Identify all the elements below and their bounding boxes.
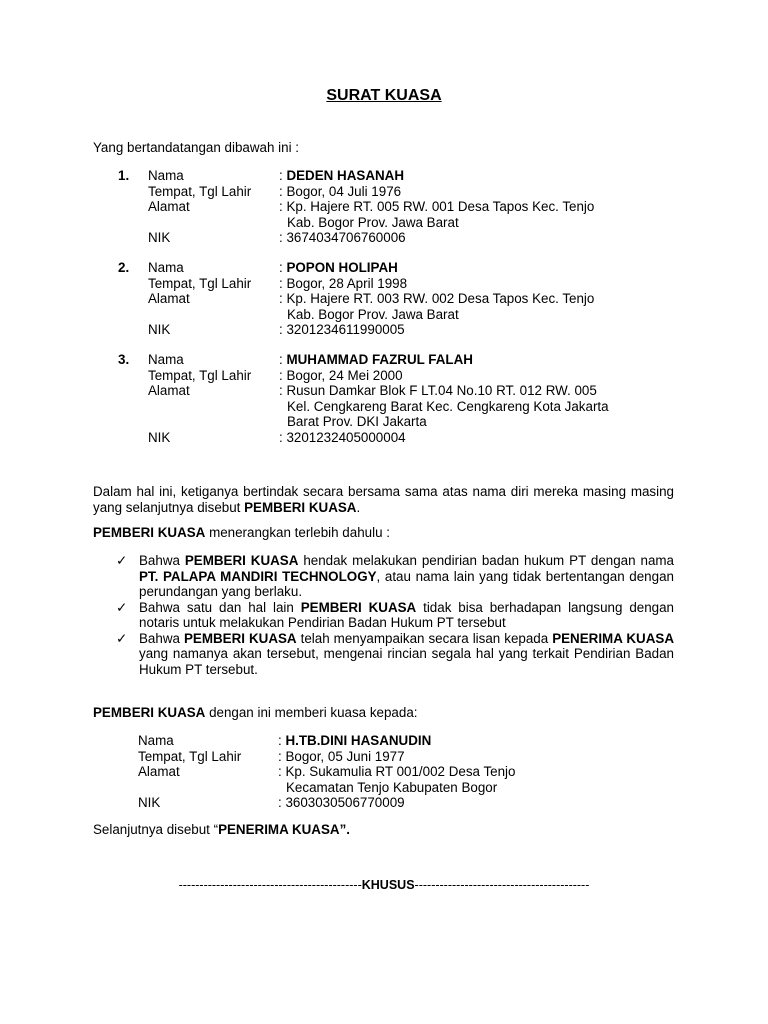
label-nama: Nama: [148, 352, 184, 367]
ttl-row: [118, 184, 658, 200]
nik-row: [118, 322, 658, 338]
check-segment: yang namanya akan tersebut, mengenai rincian segala hal yang terkait Pendirian Badan Hukum PT tersebut.: [139, 646, 674, 677]
grantor-nama: : POPON HOLIPAH: [279, 260, 398, 275]
receiver-alamat-1: : Kp. Sukamulia RT 001/002 Desa Tenjo: [278, 764, 516, 779]
label-nik: NIK: [148, 230, 171, 245]
nik-row: [118, 230, 658, 246]
check-segment: Bahwa: [139, 553, 185, 568]
alamat-row: [118, 215, 658, 231]
receiver-nik: : 3603030506770009: [278, 795, 405, 810]
label-alamat: Alamat: [148, 199, 190, 214]
check-bold: PT. PALAPA MANDIRI TECHNOLOGY: [139, 568, 377, 584]
receiver-nama-row: [108, 733, 648, 749]
label-nik: NIK: [148, 322, 171, 337]
check-icon: ✓: [116, 630, 128, 646]
grantor-ttl: : Bogor, 28 April 1998: [279, 275, 408, 291]
check-segment: telah menyampaikan secara lisan kepada: [296, 630, 553, 646]
label-ttl: Tempat, Tgl Lahir: [138, 748, 242, 764]
check-text: [139, 553, 674, 600]
khusus-label: KHUSUS: [361, 878, 415, 892]
closing-plain: Selanjutnya disebut “: [93, 822, 219, 837]
ttl-row: [118, 276, 658, 292]
alamat-row: [118, 199, 658, 215]
statement-bold: PEMBERI KUASA: [244, 499, 357, 515]
receiver-nik-row: [108, 795, 648, 811]
grantor-item: [118, 352, 658, 445]
check-segment: tidak bisa berhadapan langsung dengan notaris untuk melakukan Pendirian Badan Hukum PT tersebut: [139, 599, 675, 630]
grantor-nama-value: DEDEN HASANAH: [286, 168, 405, 183]
check-item: [116, 600, 674, 631]
label-alamat: Alamat: [148, 383, 190, 398]
check-segment: hendak melakukan pendirian badan hukum PT dengan nama: [298, 553, 674, 568]
explanation-text: menerangkan terlebih dahulu :: [205, 525, 390, 540]
grantor-alamat: Kel. Cengkareng Barat Kec. Cengkareng Kota Jakarta: [287, 398, 609, 414]
alamat-row: [118, 291, 658, 307]
intro-text: Yang bertandatangan dibawah ini :: [93, 140, 299, 155]
closing-bold: PENERIMA KUASA”.: [218, 822, 350, 837]
grantor-alamat: : Kp. Hajere RT. 003 RW. 002 Desa Tapos Kec. Tenjo: [279, 291, 595, 306]
receiver-ttl: : Bogor, 05 Juni 1977: [278, 748, 405, 764]
receiver-alamat-row-2: [108, 780, 648, 796]
grantor-item: [118, 168, 658, 246]
ttl-row: [118, 368, 658, 384]
grantor-ttl: : Bogor, 24 Mei 2000: [279, 367, 403, 383]
paragraph-explanation: [93, 525, 674, 541]
label-nama: Nama: [138, 733, 174, 748]
label-nik: NIK: [138, 795, 161, 810]
grantor-ttl: : Bogor, 04 Juli 1976: [279, 183, 402, 199]
grantor-alamat: Kab. Bogor Prov. Jawa Barat: [287, 306, 459, 322]
grantor-alamat: : Rusun Damkar Blok F LT.04 No.10 RT. 012 RW. 005: [279, 383, 597, 398]
grantor-item: [118, 260, 658, 338]
paragraph-statement: [93, 484, 674, 515]
receiver-block: [108, 733, 648, 811]
check-segment: , atau nama lain yang tidak bertentangan dengan perundangan yang berlaku.: [139, 568, 674, 599]
grantor-number: 2.: [118, 260, 130, 275]
label-nama: Nama: [148, 260, 184, 275]
label-ttl: Tempat, Tgl Lahir: [148, 367, 252, 383]
label-nik: NIK: [148, 429, 171, 445]
label-alamat: Alamat: [148, 291, 190, 306]
statement-end: .: [356, 499, 361, 515]
check-segment: Bahwa: [139, 630, 184, 646]
check-bold: PEMBERI KUASA: [184, 553, 299, 568]
receiver-alamat-2: Kecamatan Tenjo Kabupaten Bogor: [286, 779, 498, 795]
khusus-divider: [0, 878, 768, 892]
grantor-list: [118, 168, 658, 460]
statement-text: Dalam hal ini, ketiganya bertindak secara bersama sama atas nama diri mereka masing masing yang selanjutnya disebut: [93, 484, 674, 515]
grantor-number: 3.: [118, 352, 130, 367]
check-text: [139, 631, 674, 678]
nama-row: [118, 352, 658, 368]
alamat-row: [118, 307, 658, 323]
khusus-right: ------------------------------------------: [414, 878, 590, 892]
alamat-row: [118, 414, 658, 430]
grantor-number: 1.: [118, 168, 130, 183]
grantor-alamat: Kab. Bogor Prov. Jawa Barat: [287, 214, 459, 230]
label-ttl: Tempat, Tgl Lahir: [148, 183, 252, 199]
receiver-alamat-row: [108, 764, 648, 780]
grantor-alamat: Barat Prov. DKI Jakarta: [287, 414, 427, 429]
label-alamat: Alamat: [138, 764, 180, 779]
check-icon: ✓: [116, 553, 128, 568]
explanation-bold: PEMBERI KUASA: [93, 525, 206, 540]
check-icon: ✓: [116, 599, 128, 615]
check-bold: PEMBERI KUASA: [183, 630, 297, 646]
grantor-alamat: : Kp. Hajere RT. 005 RW. 001 Desa Tapos Kec. Tenjo: [279, 199, 595, 214]
check-item: [116, 631, 674, 678]
receiver-nama-value: H.TB.DINI HASANUDIN: [285, 733, 432, 748]
grantor-nik: : 3201232405000004: [279, 429, 406, 445]
nik-row: [118, 430, 658, 446]
nama-row: [118, 260, 658, 276]
grant-text: dengan ini memberi kuasa kepada:: [205, 705, 418, 720]
closing-text: [93, 822, 350, 838]
check-bold: PENERIMA KUASA: [552, 630, 674, 646]
khusus-left: --------------------------------------------: [178, 878, 362, 892]
check-item: [116, 553, 674, 600]
grantor-nik: : 3201234611990005: [279, 322, 405, 337]
nama-row: [118, 168, 658, 184]
label-ttl: Tempat, Tgl Lahir: [148, 275, 252, 291]
document-title: SURAT KUASA: [326, 87, 442, 104]
check-list: [116, 553, 674, 677]
check-segment: Bahwa satu dan hal lain: [139, 599, 301, 615]
label-nama: Nama: [148, 168, 184, 183]
grantor-nama: : MUHAMMAD FAZRUL FALAH: [279, 352, 473, 367]
check-bold: PEMBERI KUASA: [300, 599, 417, 615]
alamat-row: [118, 399, 658, 415]
check-text: [139, 600, 674, 631]
paragraph-grant: [93, 705, 674, 721]
grantor-nama: : DEDEN HASANAH: [279, 168, 405, 183]
alamat-row: [118, 383, 658, 399]
grantor-nama-value: MUHAMMAD FAZRUL FALAH: [286, 352, 473, 367]
receiver-nama: : H.TB.DINI HASANUDIN: [278, 733, 432, 748]
grantor-nik: : 3674034706760006: [279, 230, 406, 245]
receiver-ttl-row: [108, 749, 648, 765]
grant-bold: PEMBERI KUASA: [93, 705, 206, 720]
grantor-nama-value: POPON HOLIPAH: [286, 260, 398, 275]
